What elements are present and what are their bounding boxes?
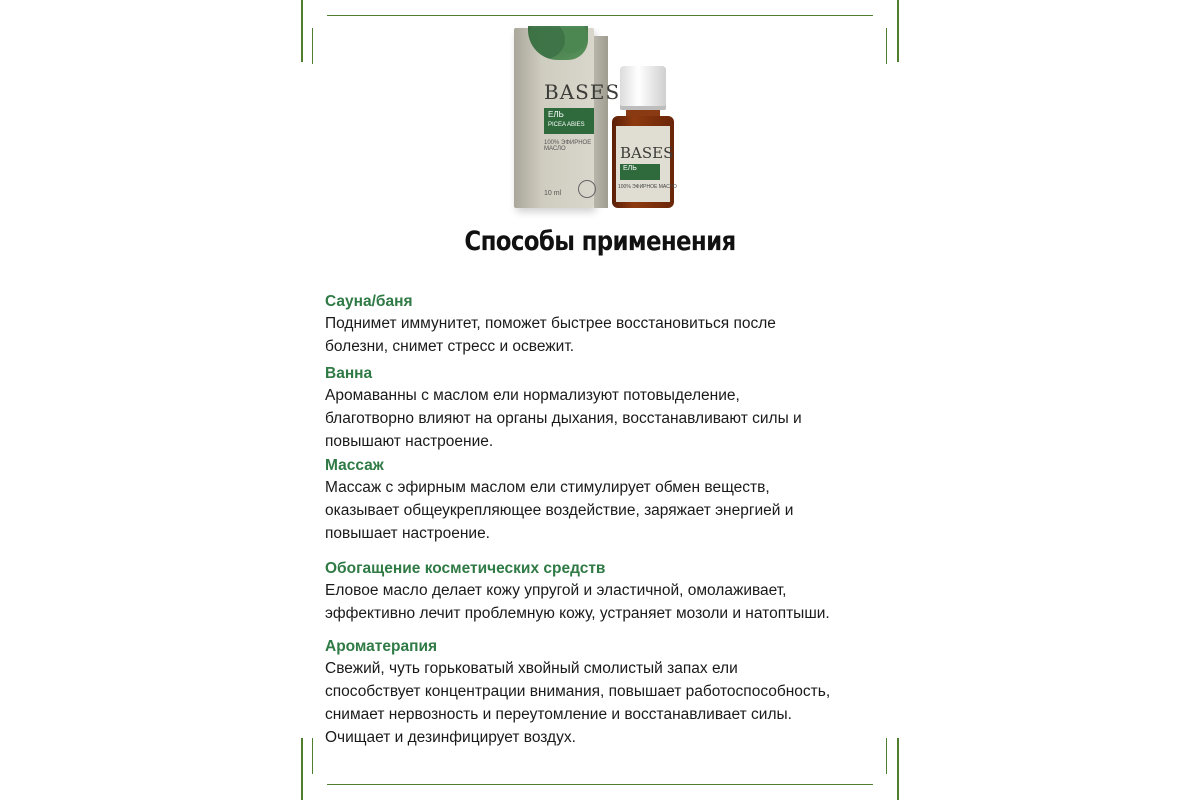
section-heading: Обогащение косметических средств [325, 560, 606, 577]
frame-left-bottom-line [301, 738, 303, 800]
text-line: способствует концентрации внимания, повышает работоспособность, [325, 683, 831, 700]
text-line: Еловое масло делает кожу упругой и эластичной, омолаживает, [325, 582, 787, 599]
text-line: благотворно влияют на органы дыхания, восстанавливают силы и [325, 410, 802, 427]
quality-seal-icon [578, 180, 596, 198]
section-heading: Ароматерапия [325, 638, 438, 655]
section-heading: Массаж [325, 457, 384, 474]
section-massage [325, 456, 870, 545]
box-product-name: ЕЛЬ [548, 110, 564, 119]
text-line: Свежий, чуть горьковатый хвойный смолистый запах ели [325, 660, 738, 677]
frame-right-inner-bottom [886, 738, 887, 774]
section-text [325, 476, 870, 545]
box-latin-name: PICEA ABIES [548, 122, 585, 128]
box-volume: 10 ml [544, 190, 562, 197]
bottle-type-text: 100% ЭФИРНОЕ МАСЛО [618, 184, 677, 190]
box-product-label [544, 108, 594, 134]
text-line: повышают настроение. [325, 433, 494, 450]
section-cosmetics [325, 559, 870, 625]
section-sauna [325, 292, 870, 358]
section-text [325, 384, 870, 453]
bottle-brand-logo: BASES [620, 144, 674, 162]
text-line: эффективно лечит проблемную кожу, устраняет мозоли и натоптыши. [325, 605, 830, 622]
frame-right-top-line [897, 0, 899, 62]
section-text [325, 579, 870, 625]
text-line: Поднимет иммунитет, поможет быстрее восстановиться после [325, 315, 776, 332]
bottle-product-label [620, 164, 660, 180]
section-aromatherapy [325, 637, 870, 749]
section-bath [325, 364, 870, 453]
frame-left-inner-bottom [312, 738, 313, 774]
text-line: болезни, снимет стресс и освежит. [325, 338, 575, 355]
box-type-text: 100% ЭФИРНОЕ МАСЛО [544, 140, 592, 152]
text-line: оказывает общеукрепляющее воздействие, заряжает энергией и [325, 502, 794, 519]
text-line: Очищает и дезинфицирует воздух. [325, 729, 576, 746]
bottle-cap [620, 66, 666, 110]
frame-bottom-line [327, 784, 873, 785]
usage-sections [325, 292, 870, 749]
frame-top-line [327, 15, 873, 16]
section-heading: Сауна/баня [325, 293, 413, 310]
frame-left-top-line [301, 0, 303, 62]
text-line: снимает нервозность и переутомление и восстанавливает силы. [325, 706, 792, 723]
frame-right-bottom-line [897, 738, 899, 800]
product-image [508, 22, 698, 214]
bottle-product-name: ЕЛЬ [623, 165, 637, 172]
text-line: Массаж с эфирным маслом ели стимулирует обмен веществ, [325, 479, 770, 496]
box-brand-logo: BASES [544, 80, 621, 104]
product-box-side [594, 36, 608, 208]
frame-left-inner-top [312, 28, 313, 64]
section-heading: Ванна [325, 365, 373, 382]
text-line: Аромаванны с маслом ели нормализуют потовыделение, [325, 387, 740, 404]
text-line: повышает настроение. [325, 525, 490, 542]
frame-right-inner-top [886, 28, 887, 64]
section-text [325, 657, 870, 749]
page-title: Способы применения [464, 226, 736, 257]
section-text [325, 312, 870, 358]
